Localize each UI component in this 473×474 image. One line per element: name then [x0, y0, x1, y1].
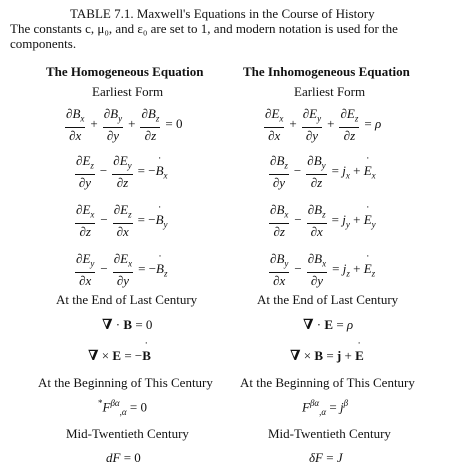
era-mid-right: Mid-Twentieth Century: [268, 426, 391, 441]
hom-curl-z-eq: $\frac{\partial E_y}{\partial x}$ − $\frac{\partial E_x}{\partial y}$ = −B $˙_z$: [74, 251, 172, 288]
inh-curl-y-eq: $\frac{\partial B_x}{\partial z}$ − $\frac{\partial B_z}{\partial x}$ = $j_y + E$ $˙_y$: [268, 202, 380, 239]
era-beginning-left: At the Beginning of This Century: [38, 375, 213, 390]
hom-form-eq: dF = 0: [106, 450, 141, 465]
hom-curl-y-eq: $\frac{\partial E_x}{\partial z}$ − $\frac{\partial E_z}{\partial x}$ = −B $˙_y$: [74, 202, 172, 239]
inh-vector-curl: ∇ × B = j + E ˙: [290, 348, 364, 365]
era-earliest-right: Earliest Form: [294, 84, 366, 99]
hom-vector-curl: ∇ × E = −B ˙: [88, 348, 151, 365]
inh-curl-x-eq: $\frac{\partial B_z}{\partial y}$ − $\frac{\partial B_y}{\partial z}$ = $j_x + E$ $˙_x$: [268, 153, 380, 190]
inh-curl-z-eq: $\frac{\partial B_y}{\partial x}$ − $\frac{\partial B_x}{\partial y}$ = $j_z + E$ $˙_z$: [268, 251, 379, 288]
hom-vector-div: ∇ · B = 0: [102, 317, 153, 333]
era-mid-left: Mid-Twentieth Century: [66, 426, 189, 441]
homogeneous-heading: The Homogeneous Equation: [46, 64, 204, 79]
era-beginning-right: At the Beginning of This Century: [240, 375, 415, 390]
hom-tensor-eq: $^*F^{\beta\alpha}_{,\alpha} = 0$: [98, 398, 147, 417]
era-end-century-left: At the End of Last Century: [56, 292, 198, 307]
inh-vector-div: ∇ · E = ρ: [303, 317, 354, 333]
era-end-century-right: At the End of Last Century: [257, 292, 399, 307]
hom-curl-x-eq: $\frac{\partial E_z}{\partial y}$ − $\frac{\partial E_y}{\partial z}$ = −B $˙_x$: [74, 153, 172, 190]
inhomogeneous-heading: The Inhomogeneous Equation: [243, 64, 410, 79]
era-earliest-left: Earliest Form: [92, 84, 164, 99]
table-caption: The constants c, μ₀, and ε₀ are set to 1, and modern notation is used for the components.: [10, 21, 398, 51]
inh-form-eq: δF = J: [309, 450, 343, 465]
inh-div-eq: $\frac{\partial E_x}{\partial x}$ + $\frac{\partial E_y}{\partial y}$ + $\frac{\partial E_z}{\partial z}$ = ρ: [265, 106, 382, 143]
table-title: TABLE 7.1. Maxwell's Equations in the Course of History: [70, 6, 375, 21]
inh-tensor-eq: $F^{\beta\alpha}_{,\alpha} = j^\beta$: [302, 398, 349, 417]
hom-div-eq: $\frac{\partial B_x}{\partial x}$ + $\frac{\partial B_y}{\partial y}$ + $\frac{\partial B_z}{\partial z}$ = 0: [66, 106, 183, 143]
